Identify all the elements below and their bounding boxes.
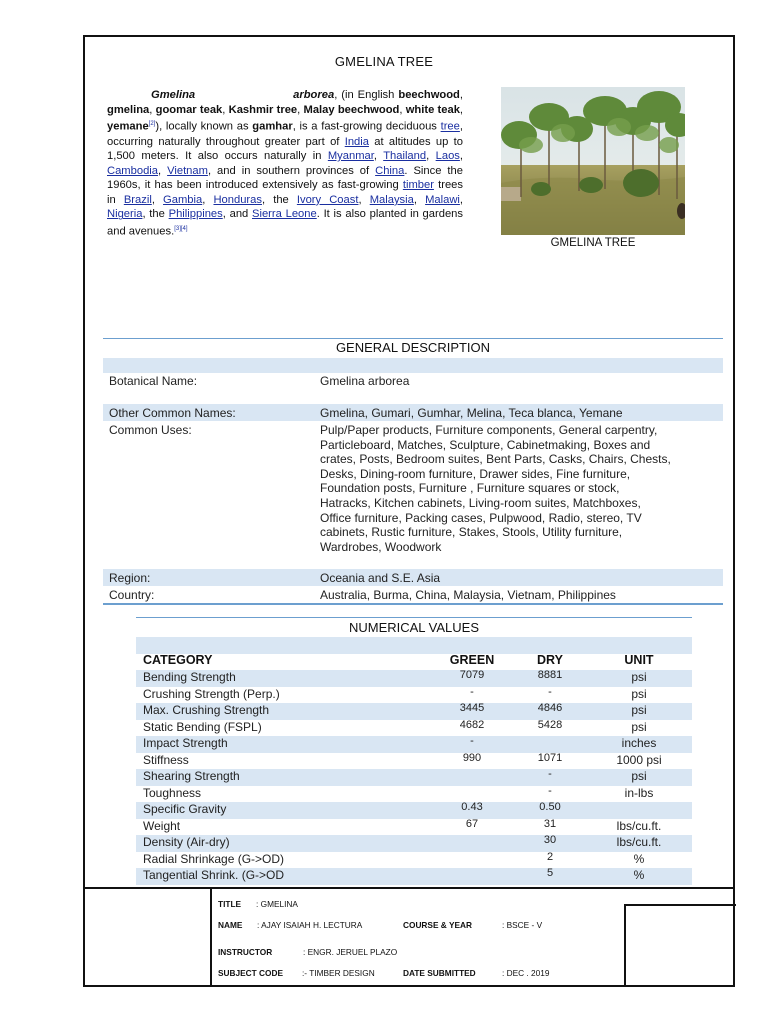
titleblock-divider xyxy=(624,905,626,987)
uses-line: Foundation posts, Furniture , Furniture squares or stock, xyxy=(320,481,620,496)
intro-paragraph xyxy=(107,88,463,239)
subject-label: SUBJECT CODE xyxy=(218,968,284,978)
cell-unit: psi xyxy=(631,769,647,783)
common-uses-value xyxy=(320,423,720,554)
name-beechwood: beechwood xyxy=(398,89,460,101)
cell-unit: lbs/cu.ft. xyxy=(616,835,662,849)
intro-sep: , xyxy=(426,150,436,163)
intro-text: trees in xyxy=(107,179,463,206)
course-label: COURSE & YEAR xyxy=(403,920,473,930)
species-epithet: arborea xyxy=(293,89,335,101)
name-label: NAME xyxy=(218,920,243,930)
intro-sep: , xyxy=(373,150,384,163)
cell-dry: 1071 xyxy=(537,751,563,764)
cell-category: Max. Crushing Strength xyxy=(143,703,270,717)
link-nigeria[interactable]: Nigeria xyxy=(107,208,143,221)
intro-sep: , xyxy=(222,103,229,116)
country-label: Country: xyxy=(109,588,155,602)
name-gamhar: gamhar xyxy=(252,120,293,133)
other-names-value: Gmelina, Gumari, Gumhar, Melina, Teca blanca, Yemane xyxy=(320,406,623,420)
cell-category: Impact Strength xyxy=(143,736,228,750)
reference-link[interactable]: [3][4] xyxy=(174,226,188,233)
cell-category: Toughness xyxy=(143,785,202,800)
cell-category: Static Bending (FSPL) xyxy=(143,719,262,734)
intro-text: , the xyxy=(261,193,297,206)
date-label: DATE SUBMITTED xyxy=(403,968,476,978)
name-gmelina: gmelina xyxy=(107,103,150,116)
title-value: : GMELINA xyxy=(256,899,298,909)
uses-line: Pulp/Paper products, Furniture components, General carpentry, xyxy=(320,423,658,437)
region-value: Oceania and S.E. Asia xyxy=(320,571,441,585)
link-china[interactable]: China xyxy=(375,164,405,177)
cell-category: Radial Shrinkage (G->OD) xyxy=(143,851,285,866)
row-band xyxy=(103,358,723,373)
titleblock-divider xyxy=(624,904,736,906)
instructor-value: : ENGR. JERUEL PLAZO xyxy=(303,947,398,957)
link-vietnam[interactable]: Vietnam xyxy=(167,164,208,177)
intro-text: , the xyxy=(142,208,169,221)
cell-unit: % xyxy=(633,868,645,882)
species-genus: Gmelina xyxy=(151,89,196,101)
uses-line: Desks, Dining-room furniture, Drawer sides, Fine furniture, xyxy=(320,466,631,481)
header-dry: DRY xyxy=(537,653,563,667)
tree-photo xyxy=(501,87,685,235)
subject-value: :- TIMBER DESIGN xyxy=(302,968,375,978)
intro-sep: , xyxy=(399,103,406,116)
intro-text: , (in English xyxy=(334,89,399,101)
uses-line: Wardrobes, Woodwork xyxy=(320,539,442,554)
uses-line: crates, Posts, Bedroom suites, Bent Parts, Casks, Chairs, Chests, xyxy=(320,452,671,467)
link-malaysia[interactable]: Malaysia xyxy=(369,193,414,206)
reference-link[interactable]: [2] xyxy=(148,121,156,128)
header-green: GREEN xyxy=(449,653,495,667)
intro-text: , and xyxy=(222,208,253,221)
cell-category: Weight xyxy=(143,818,181,833)
link-philippines[interactable]: Philippines xyxy=(168,208,223,221)
name-value: : AJAY ISAIAH H. LECTURA xyxy=(257,920,363,930)
intro-sep: , xyxy=(151,193,164,206)
cell-category: Tangential Shrink. (G->OD xyxy=(143,868,285,882)
intro-sep: , xyxy=(158,164,168,177)
link-ivory-coast[interactable]: Ivory Coast xyxy=(296,193,359,206)
intro-sep: , xyxy=(459,89,464,101)
link-timber[interactable]: timber xyxy=(402,179,434,192)
cell-dry: 4846 xyxy=(537,702,563,714)
link-brazil[interactable]: Brazil xyxy=(123,193,152,206)
country-value: Australia, Burma, China, Malaysia, Vietnam, Philippines xyxy=(320,588,616,602)
cell-category: Crushing Strength (Perp.) xyxy=(143,686,280,701)
name-yemane: yemane xyxy=(107,120,149,133)
cell-green: 67 xyxy=(465,817,479,830)
cell-green: 3445 xyxy=(459,702,485,714)
intro-sep: , xyxy=(149,103,156,116)
intro-sep: , xyxy=(413,193,426,206)
cell-dry: - xyxy=(548,768,552,780)
cell-unit: in-lbs xyxy=(624,785,654,800)
cell-dry: - xyxy=(548,685,552,698)
name-goomar-teak: goomar teak xyxy=(155,103,223,116)
cell-dry: 8881 xyxy=(537,669,563,681)
cell-green: 0.43 xyxy=(461,801,483,813)
intro-sep: , xyxy=(459,193,464,206)
intro-sep: , xyxy=(459,103,464,116)
intro-text: at altitudes up to 1,500 meters. It also occurs naturally in xyxy=(107,135,463,163)
cell-category: Bending Strength xyxy=(143,670,236,684)
intro-text: , and in southern provinces of xyxy=(207,164,376,177)
name-kashmir-tree: Kashmir tree xyxy=(228,103,298,116)
link-cambodia[interactable]: Cambodia xyxy=(107,164,158,177)
botanical-name-value: Gmelina arborea xyxy=(320,374,410,388)
intro-sep: , xyxy=(459,150,464,163)
cell-dry: 2 xyxy=(546,850,554,863)
link-laos[interactable]: Laos xyxy=(435,150,460,163)
cell-category: Shearing Strength xyxy=(143,769,240,783)
cell-unit: 1000 psi xyxy=(616,752,662,767)
link-thailand[interactable]: Thailand xyxy=(383,150,427,163)
instructor-label: INSTRUCTOR xyxy=(218,947,273,957)
titleblock-divider xyxy=(210,888,212,987)
cell-dry: 31 xyxy=(543,817,557,830)
cell-unit: psi xyxy=(631,670,647,684)
cell-category: Specific Gravity xyxy=(143,802,227,816)
botanical-name-label: Botanical Name: xyxy=(109,374,198,388)
cell-green: 7079 xyxy=(459,669,485,681)
intro-text: . Since the 1960s, it has been introduced extensively as fast-growing xyxy=(107,164,463,192)
section-divider xyxy=(103,603,723,605)
cell-unit: psi xyxy=(631,703,647,717)
intro-text: , occurring naturally throughout greater part of xyxy=(107,120,463,148)
cell-unit: % xyxy=(633,851,645,866)
cell-dry: 30 xyxy=(543,834,557,846)
numerical-values-heading: NUMERICAL VALUES xyxy=(136,617,692,638)
other-names-label: Other Common Names: xyxy=(109,406,236,420)
cell-dry: 0.50 xyxy=(539,801,561,813)
cell-green: - xyxy=(470,735,474,747)
uses-line: Office furniture, Packing cases, Pulpwood, Radio, stereo, TV xyxy=(320,510,642,525)
cell-unit: lbs/cu.ft. xyxy=(616,818,662,833)
header-category: CATEGORY xyxy=(143,653,213,667)
date-value: : DEC . 2019 xyxy=(502,968,550,978)
general-description-heading: GENERAL DESCRIPTION xyxy=(103,338,723,359)
course-value: : BSCE - V xyxy=(502,920,543,930)
link-myanmar[interactable]: Myanmar xyxy=(327,150,374,163)
uses-line: cabinets, Rustic furniture, Stakes, Stools, Utility furniture, xyxy=(320,525,623,540)
intro-sep: , xyxy=(202,193,214,206)
intro-text: , is a fast-growing deciduous xyxy=(292,120,441,133)
cell-green: 4682 xyxy=(459,718,485,731)
link-gambia[interactable]: Gambia xyxy=(163,193,203,206)
cell-category: Density (Air-dry) xyxy=(143,835,230,849)
cell-dry: - xyxy=(548,784,552,797)
cell-category: Stiffness xyxy=(143,752,189,767)
cell-green: - xyxy=(470,685,474,698)
intro-sep: , xyxy=(297,103,304,116)
link-malawi[interactable]: Malawi xyxy=(425,193,460,206)
cell-green: 990 xyxy=(462,751,482,764)
link-sierra-leone[interactable]: Sierra Leone xyxy=(252,208,317,221)
link-india[interactable]: India xyxy=(344,135,369,148)
name-white-teak: white teak xyxy=(405,103,460,116)
uses-line: Particleboard, Matches, Sculpture, Cabinetmaking, Boxes and xyxy=(320,437,651,452)
link-honduras[interactable]: Honduras xyxy=(213,193,262,206)
cell-unit: psi xyxy=(631,686,647,701)
titleblock-border xyxy=(83,887,735,889)
intro-text: ), locally known as xyxy=(155,120,253,133)
cell-unit: inches xyxy=(621,736,657,750)
page-title: GMELINA TREE xyxy=(334,54,434,69)
name-malay-beechwood: Malay beechwood xyxy=(303,103,400,116)
link-tree[interactable]: tree xyxy=(440,120,460,133)
common-uses-label: Common Uses: xyxy=(109,423,192,437)
region-label: Region: xyxy=(109,571,151,585)
uses-line: Hatracks, Kitchen cabinets, Living-room suites, Matchboxes, xyxy=(320,495,641,510)
intro-sep: , xyxy=(358,193,370,206)
row-band xyxy=(136,637,692,654)
cell-dry: 5 xyxy=(546,867,554,879)
cell-unit: psi xyxy=(631,719,647,734)
title-label: TITLE xyxy=(218,899,242,909)
intro-text: . It is also planted in gardens and avenues. xyxy=(107,208,463,238)
cell-dry: 5428 xyxy=(537,718,563,731)
header-unit: UNIT xyxy=(624,653,654,667)
photo-caption: GMELINA TREE xyxy=(550,237,636,249)
